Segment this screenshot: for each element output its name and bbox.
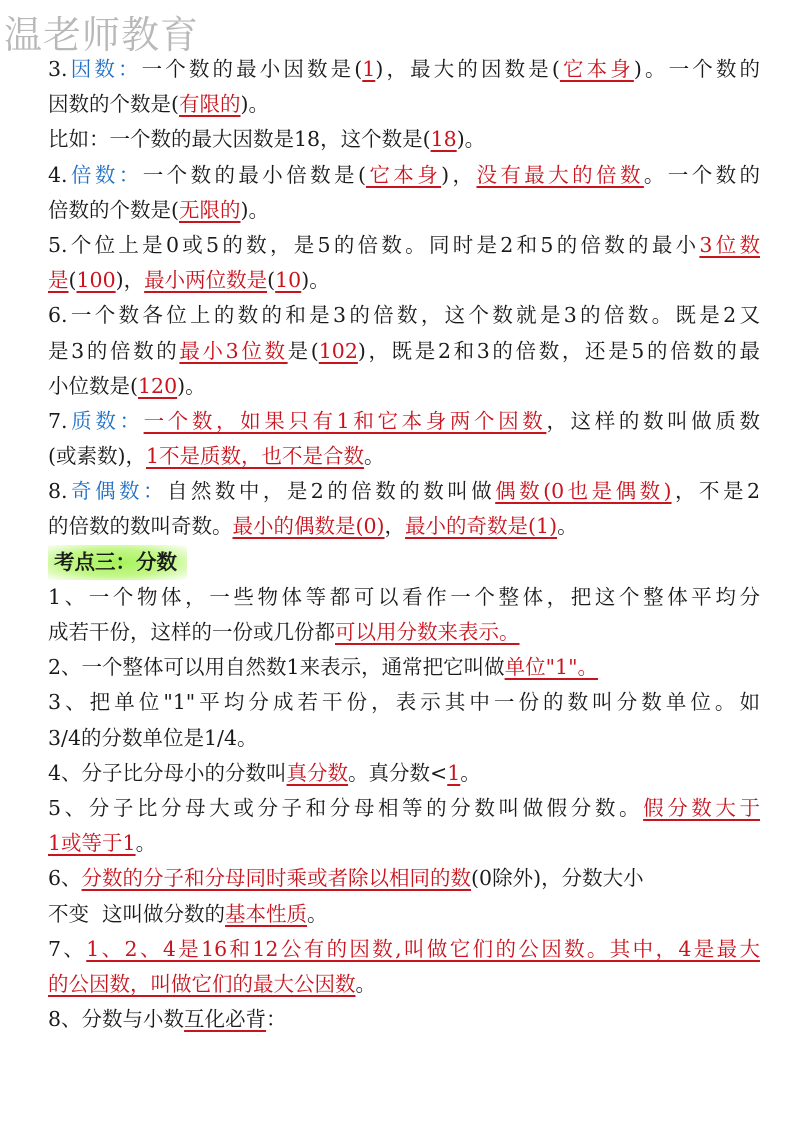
text-line: 的公因数，叫做它们的最大公因数。 [48, 971, 376, 996]
text-line: 6、分数的分子和分母同时乘或者除以相同的数(0除外)，分数大小 [48, 866, 644, 891]
answer-text: ) [376, 514, 385, 539]
answer-text: 3位数 [699, 232, 760, 257]
watermark-text: 温老师教育 [4, 13, 200, 57]
term-label: 因数： [67, 57, 142, 81]
answer-text: 它本身 [559, 57, 634, 81]
text-line: 小位数是(120)。 [48, 373, 206, 398]
term-label: 倍数： [67, 162, 143, 187]
answer-text: 1 [536, 514, 550, 539]
text-line: 2、一个整体可以用自然数1来表示，通常把它叫做单位"1"。 [48, 655, 598, 680]
text-line: (或素数)，1不是质数，也不是合数。 [48, 444, 385, 469]
answer-text: 1不是质数，也不是合数 [146, 444, 365, 469]
answer-text: 120 [138, 373, 178, 398]
text-line: 比如：一个数的最大因数是18，这个数是(18)。 [48, 127, 486, 152]
answer-text: 无限的 [179, 197, 241, 222]
answer-text: 分数的分子和分母同时乘或者除以相同的数 [81, 866, 472, 891]
answer-text: 1 [447, 760, 461, 785]
answer-text: 0 [363, 514, 377, 539]
text-line: 倍数的个数是(无限的)。 [48, 197, 269, 222]
text-line: 3/4的分数单位是1/4。 [48, 725, 258, 750]
answer-text: 偶数(0也是偶数) [495, 479, 672, 504]
answer-text: 基本性质 [225, 901, 308, 926]
section-heading-row [48, 545, 760, 580]
answer-text: 1或等于1 [48, 831, 136, 856]
text-line: 3.因数：一个数的最小因数是(1)，最大的因数是(它本身)。一个数的 [48, 57, 760, 81]
text-line: 6.一个数各位上的数的和是3的倍数，这个数就是3的倍数。既是2又 [48, 303, 760, 328]
answer-text: ) [549, 514, 558, 539]
text-line: 5.个位上是0或5的数，是5的倍数。同时是2和5的倍数的最小3位数 [48, 232, 760, 257]
text-line: 8、分数与小数互化必背： [48, 1007, 287, 1032]
answer-text: 10 [275, 268, 302, 293]
text-line: 4、分子比分母小的分数叫真分数。真分数<1。 [48, 760, 481, 785]
answer-text: 1 [362, 57, 376, 81]
text-line: 的倍数的数叫奇数。最小的偶数是(0)，最小的奇数是(1)。 [48, 514, 578, 539]
text-line: 1或等于1。 [48, 831, 157, 856]
answer-text: 最小的奇数是( [405, 514, 537, 539]
answer-text: 真分数 [286, 760, 349, 785]
answer-text: 最小3位数 [179, 338, 288, 363]
answer-text: 有限的 [179, 92, 241, 117]
document-body [48, 52, 760, 1037]
term-label: 质数： [67, 408, 144, 433]
text-line: 1、一个物体，一些物体等都可以看作一个整体，把这个整体平均分 [48, 584, 760, 609]
answer-text: 可以用分数来表示。 [335, 620, 520, 644]
answer-text: 它本身 [365, 162, 442, 187]
text-line: 4.倍数：一个数的最小倍数是(它本身)，没有最大的倍数。一个数的 [48, 162, 760, 187]
text-line: 成若干份，这样的一份或几份都可以用分数来表示。 [48, 620, 520, 644]
answer-text: 没有最大的倍数 [476, 162, 644, 187]
text-line: 因数的个数是(有限的)。 [48, 92, 269, 117]
answer-text: 的公因数，叫做它们的最大公因数 [48, 971, 356, 996]
answer-text: 1、2、4是16和12公有的因数,叫做它们的公因数。其中，4是最大 [86, 936, 760, 961]
text-line: 5、分子比分母大或分子和分母相等的分数叫做假分数。假分数大于 [48, 795, 760, 820]
answer-text: 最小的偶数是( [232, 514, 364, 539]
text-line: 是3的倍数的最小3位数是(102)，既是2和3的倍数，还是5的倍数的最 [48, 338, 760, 363]
underlined-text: 互化必背 [184, 1007, 267, 1032]
term-label: 奇偶数： [67, 479, 167, 504]
text-line: 3、把单位"1"平均分成若干份，表示其中一份的数叫分数单位。如 [48, 690, 760, 715]
text-line: 不变 这叫做分数的基本性质。 [48, 901, 328, 926]
text-line: 7、1、2、4是16和12公有的因数,叫做它们的公因数。其中，4是最大 [48, 936, 760, 961]
answer-text: 假分数大于 [643, 795, 760, 820]
answer-text: 102 [318, 338, 358, 363]
text-line: 8.奇偶数：自然数中，是2的倍数的数叫做偶数(0也是偶数)，不是2 [48, 479, 760, 504]
text-line: 7.质数：一个数，如果只有1和它本身两个因数，这样的数叫做质数 [48, 408, 760, 433]
answer-text: 最小两位数是 [144, 268, 268, 293]
answer-text: 18 [430, 127, 457, 152]
text-line: 是(100)，最小两位数是(10)。 [48, 268, 330, 293]
section-heading: 考点三：分数 [48, 545, 187, 580]
answer-text: 是 [48, 268, 69, 293]
answer-text: 单位"1"。 [504, 655, 598, 680]
answer-text: 一个数，如果只有1和它本身两个因数 [143, 408, 547, 433]
answer-text: 100 [76, 268, 116, 293]
